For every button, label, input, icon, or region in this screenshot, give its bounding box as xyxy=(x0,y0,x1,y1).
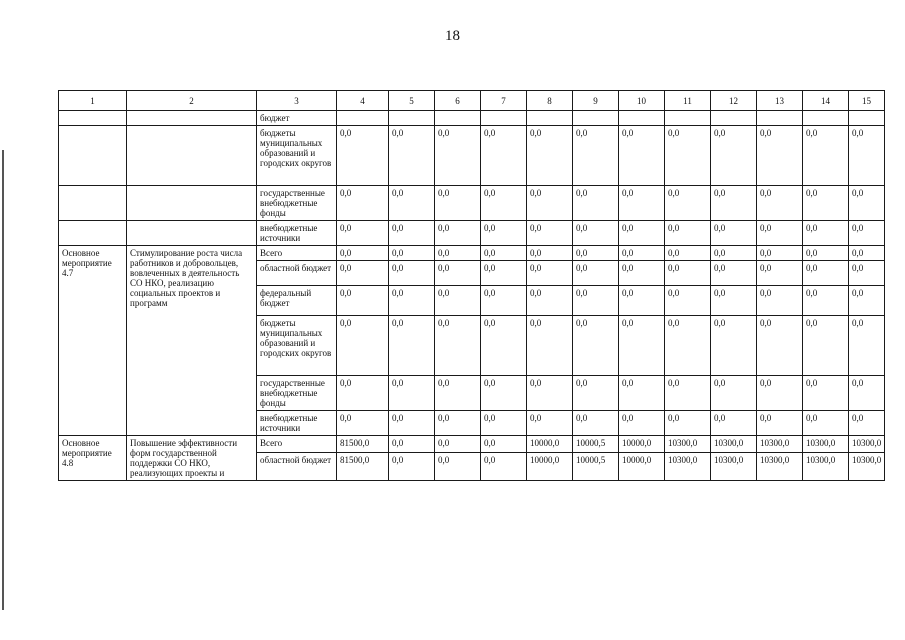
value-cell: 0,0 xyxy=(527,411,573,436)
value-cell: 0,0 xyxy=(711,376,757,411)
measure-code-cell xyxy=(59,111,127,126)
value-cell: 10300,0 xyxy=(803,436,849,453)
value-cell: 0,0 xyxy=(849,376,885,411)
table-row xyxy=(59,126,885,186)
value-cell: 0,0 xyxy=(337,186,389,221)
value-cell: 0,0 xyxy=(573,411,619,436)
value-cell: 0,0 xyxy=(711,246,757,261)
value-cell: 10300,0 xyxy=(665,452,711,480)
value-cell: 0,0 xyxy=(337,286,389,316)
value-cell xyxy=(435,111,481,126)
measure-code-cell xyxy=(59,221,127,246)
value-cell: 10300,0 xyxy=(711,452,757,480)
value-cell: 0,0 xyxy=(481,246,527,261)
value-cell: 0,0 xyxy=(757,411,803,436)
value-cell: 0,0 xyxy=(481,411,527,436)
value-cell: 0,0 xyxy=(711,261,757,286)
value-cell: 0,0 xyxy=(849,246,885,261)
value-cell xyxy=(665,111,711,126)
column-header: 11 xyxy=(665,91,711,111)
value-cell: 0,0 xyxy=(665,246,711,261)
column-header: 12 xyxy=(711,91,757,111)
value-cell: 0,0 xyxy=(337,411,389,436)
value-cell: 0,0 xyxy=(849,316,885,376)
value-cell: 0,0 xyxy=(849,126,885,186)
value-cell: 0,0 xyxy=(849,286,885,316)
measure-code-cell xyxy=(59,186,127,221)
value-cell: 81500,0 xyxy=(337,452,389,480)
value-cell: 0,0 xyxy=(389,436,435,453)
value-cell xyxy=(389,111,435,126)
value-cell xyxy=(573,111,619,126)
value-cell: 0,0 xyxy=(711,286,757,316)
value-cell: 0,0 xyxy=(573,261,619,286)
value-cell: 0,0 xyxy=(435,286,481,316)
table-row xyxy=(59,246,885,261)
measure-description-cell xyxy=(127,111,257,126)
value-cell: 0,0 xyxy=(527,376,573,411)
value-cell: 0,0 xyxy=(389,411,435,436)
value-cell: 0,0 xyxy=(527,186,573,221)
scan-margin-line xyxy=(2,150,4,610)
funding-source-cell: внебюджетные источники xyxy=(257,411,337,436)
value-cell: 0,0 xyxy=(665,316,711,376)
value-cell: 0,0 xyxy=(435,436,481,453)
value-cell: 10000,5 xyxy=(573,452,619,480)
value-cell: 0,0 xyxy=(337,376,389,411)
table-row xyxy=(59,221,885,246)
value-cell: 0,0 xyxy=(481,376,527,411)
value-cell: 0,0 xyxy=(573,221,619,246)
funding-source-cell: бюджет xyxy=(257,111,337,126)
funding-source-cell: государственные внебюджетные фонды xyxy=(257,186,337,221)
header-row xyxy=(59,91,885,111)
value-cell: 0,0 xyxy=(619,246,665,261)
value-cell: 0,0 xyxy=(757,286,803,316)
value-cell: 0,0 xyxy=(619,221,665,246)
value-cell: 10300,0 xyxy=(665,436,711,453)
value-cell: 10000,0 xyxy=(527,436,573,453)
value-cell: 10300,0 xyxy=(711,436,757,453)
value-cell: 0,0 xyxy=(665,186,711,221)
measure-code-cell: Основное мероприятие 4.8 xyxy=(59,436,127,481)
value-cell: 0,0 xyxy=(435,221,481,246)
value-cell: 0,0 xyxy=(849,221,885,246)
value-cell: 0,0 xyxy=(435,376,481,411)
value-cell: 0,0 xyxy=(711,316,757,376)
value-cell: 0,0 xyxy=(527,316,573,376)
budget-table xyxy=(58,90,885,481)
value-cell: 0,0 xyxy=(527,286,573,316)
column-header: 1 xyxy=(59,91,127,111)
value-cell: 0,0 xyxy=(665,286,711,316)
measure-description-cell: Повышение эффективности форм государственной поддержки СО НКО, реализующих проекты и xyxy=(127,436,257,481)
value-cell: 0,0 xyxy=(711,411,757,436)
value-cell: 0,0 xyxy=(435,261,481,286)
table-body xyxy=(59,91,885,481)
value-cell: 0,0 xyxy=(849,261,885,286)
value-cell: 0,0 xyxy=(389,316,435,376)
value-cell: 0,0 xyxy=(757,261,803,286)
value-cell: 0,0 xyxy=(389,261,435,286)
value-cell xyxy=(527,111,573,126)
value-cell: 0,0 xyxy=(389,221,435,246)
column-header: 15 xyxy=(849,91,885,111)
value-cell: 0,0 xyxy=(527,126,573,186)
value-cell: 0,0 xyxy=(619,261,665,286)
value-cell: 10300,0 xyxy=(849,436,885,453)
value-cell xyxy=(711,111,757,126)
value-cell: 0,0 xyxy=(435,452,481,480)
table-row xyxy=(59,436,885,453)
value-cell: 0,0 xyxy=(849,186,885,221)
value-cell: 0,0 xyxy=(573,246,619,261)
value-cell: 0,0 xyxy=(389,452,435,480)
value-cell: 0,0 xyxy=(389,286,435,316)
value-cell: 0,0 xyxy=(389,186,435,221)
value-cell: 10000,5 xyxy=(573,436,619,453)
measure-description-cell xyxy=(127,221,257,246)
measure-code-cell: Основное мероприятие 4.7 xyxy=(59,246,127,436)
value-cell: 0,0 xyxy=(435,316,481,376)
value-cell: 0,0 xyxy=(757,186,803,221)
value-cell: 10000,0 xyxy=(527,452,573,480)
value-cell: 0,0 xyxy=(757,221,803,246)
value-cell: 0,0 xyxy=(665,221,711,246)
value-cell: 0,0 xyxy=(527,261,573,286)
value-cell: 0,0 xyxy=(481,452,527,480)
value-cell: 0,0 xyxy=(665,376,711,411)
value-cell: 0,0 xyxy=(619,286,665,316)
value-cell: 0,0 xyxy=(435,186,481,221)
value-cell: 0,0 xyxy=(619,411,665,436)
value-cell: 0,0 xyxy=(337,246,389,261)
value-cell: 0,0 xyxy=(803,246,849,261)
funding-source-cell: федеральный бюджет xyxy=(257,286,337,316)
value-cell: 0,0 xyxy=(803,316,849,376)
column-header: 4 xyxy=(337,91,389,111)
value-cell: 0,0 xyxy=(803,376,849,411)
value-cell: 0,0 xyxy=(803,186,849,221)
value-cell: 0,0 xyxy=(481,126,527,186)
value-cell: 0,0 xyxy=(527,246,573,261)
value-cell: 10000,0 xyxy=(619,436,665,453)
column-header: 9 xyxy=(573,91,619,111)
value-cell: 10000,0 xyxy=(619,452,665,480)
column-header: 10 xyxy=(619,91,665,111)
value-cell: 0,0 xyxy=(665,126,711,186)
funding-source-cell: бюджеты муниципальных образований и городских округов xyxy=(257,126,337,186)
value-cell: 0,0 xyxy=(757,316,803,376)
column-header: 7 xyxy=(481,91,527,111)
value-cell: 0,0 xyxy=(389,126,435,186)
column-header: 14 xyxy=(803,91,849,111)
table-row xyxy=(59,186,885,221)
value-cell: 0,0 xyxy=(757,126,803,186)
value-cell: 0,0 xyxy=(527,221,573,246)
value-cell: 10300,0 xyxy=(849,452,885,480)
value-cell: 0,0 xyxy=(337,261,389,286)
measure-code-cell xyxy=(59,126,127,186)
column-header: 2 xyxy=(127,91,257,111)
value-cell: 0,0 xyxy=(849,411,885,436)
value-cell: 0,0 xyxy=(573,286,619,316)
value-cell: 0,0 xyxy=(665,261,711,286)
value-cell: 0,0 xyxy=(481,286,527,316)
value-cell: 0,0 xyxy=(389,376,435,411)
page-number: 18 xyxy=(445,28,460,44)
funding-source-cell: Всего xyxy=(257,436,337,453)
value-cell xyxy=(481,111,527,126)
funding-source-cell: областной бюджет xyxy=(257,452,337,480)
value-cell: 0,0 xyxy=(481,261,527,286)
column-header: 13 xyxy=(757,91,803,111)
value-cell: 0,0 xyxy=(619,186,665,221)
funding-source-cell: областной бюджет xyxy=(257,261,337,286)
measure-description-cell: Стимулирование роста числа работников и добровольцев, вовлеченных в деятельность СО НКО, реализацию социальных проектов и программ xyxy=(127,246,257,436)
value-cell: 0,0 xyxy=(711,126,757,186)
value-cell: 0,0 xyxy=(803,261,849,286)
column-header: 8 xyxy=(527,91,573,111)
funding-source-cell: государственные внебюджетные фонды xyxy=(257,376,337,411)
funding-source-cell: бюджеты муниципальных образований и городских округов xyxy=(257,316,337,376)
value-cell: 81500,0 xyxy=(337,436,389,453)
value-cell xyxy=(337,111,389,126)
value-cell: 0,0 xyxy=(435,246,481,261)
value-cell: 0,0 xyxy=(573,126,619,186)
measure-description-cell xyxy=(127,186,257,221)
value-cell: 0,0 xyxy=(803,286,849,316)
value-cell: 0,0 xyxy=(573,186,619,221)
value-cell: 0,0 xyxy=(337,126,389,186)
column-header: 3 xyxy=(257,91,337,111)
value-cell: 0,0 xyxy=(337,221,389,246)
value-cell: 0,0 xyxy=(435,411,481,436)
value-cell: 0,0 xyxy=(619,316,665,376)
value-cell: 0,0 xyxy=(481,186,527,221)
value-cell: 0,0 xyxy=(573,376,619,411)
value-cell: 0,0 xyxy=(803,126,849,186)
value-cell xyxy=(803,111,849,126)
column-header: 5 xyxy=(389,91,435,111)
value-cell: 0,0 xyxy=(803,411,849,436)
value-cell: 0,0 xyxy=(573,316,619,376)
value-cell xyxy=(757,111,803,126)
value-cell: 0,0 xyxy=(757,246,803,261)
column-header: 6 xyxy=(435,91,481,111)
value-cell: 0,0 xyxy=(711,221,757,246)
value-cell xyxy=(849,111,885,126)
value-cell: 0,0 xyxy=(337,316,389,376)
value-cell: 10300,0 xyxy=(757,452,803,480)
value-cell: 0,0 xyxy=(619,376,665,411)
value-cell: 0,0 xyxy=(803,221,849,246)
value-cell: 0,0 xyxy=(665,411,711,436)
value-cell: 0,0 xyxy=(435,126,481,186)
funding-source-cell: внебюджетные источники xyxy=(257,221,337,246)
value-cell: 0,0 xyxy=(711,186,757,221)
value-cell: 0,0 xyxy=(481,436,527,453)
value-cell: 0,0 xyxy=(619,126,665,186)
value-cell: 0,0 xyxy=(757,376,803,411)
measure-description-cell xyxy=(127,126,257,186)
table-row xyxy=(59,111,885,126)
funding-source-cell: Всего xyxy=(257,246,337,261)
value-cell xyxy=(619,111,665,126)
value-cell: 0,0 xyxy=(389,246,435,261)
value-cell: 10300,0 xyxy=(757,436,803,453)
value-cell: 0,0 xyxy=(481,221,527,246)
value-cell: 10300,0 xyxy=(803,452,849,480)
value-cell: 0,0 xyxy=(481,316,527,376)
